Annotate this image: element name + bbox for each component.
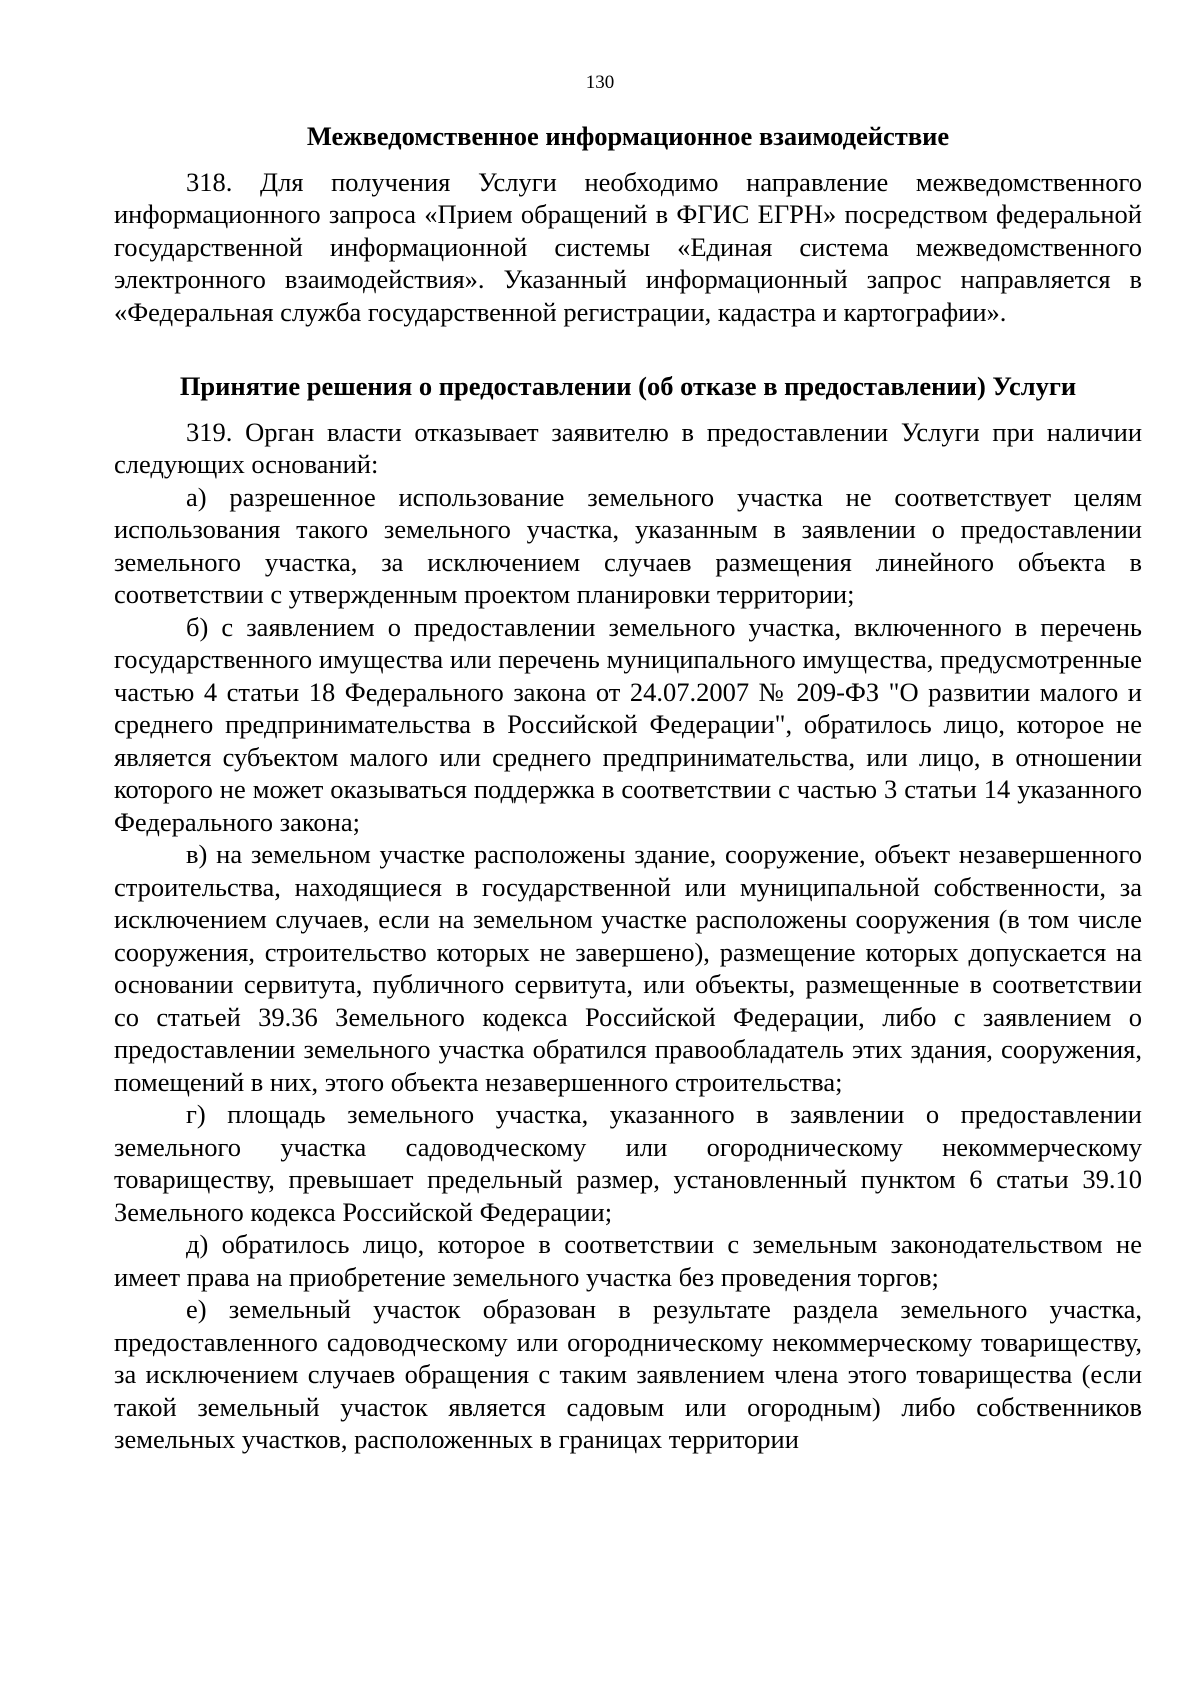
paragraph-318: 318. Для получения Услуги необходимо направление межведомственного информационного запроса «Прием обращений в ФГИС ЕГРН» посредством федеральной государственной информационной системы «Единая система межведомственного электронного взаимодействия». Указанный информационный запрос направляется в «Федеральная служба государственной регистрации, кадастра и картографии».: [114, 166, 1142, 327]
list-item-a: а) разрешенное использование земельного участка не соответствует целям использования такого земельного участка, указанным в заявлении о предоставлении земельного участка, за исключением случаев размещения линейного объекта в соответствии с утвержденным проектом планировки территории;: [114, 481, 1142, 609]
list-item-d: д) обратилось лицо, которое в соответствии с земельным законодательством не имеет права на приобретение земельного участка без проведения торгов;: [114, 1229, 1142, 1292]
paragraph-319: 319. Орган власти отказывает заявителю в предоставлении Услуги при наличии следующих оснований:: [114, 416, 1142, 479]
page-number: 130: [585, 72, 615, 93]
list-item-e: е) земельный участок образован в результате раздела земельного участка, предоставленного садоводческому или огородническому некоммерческому товариществу, за исключением случаев обращения с таким заявлением члена этого товарищества (если такой земельный участок является садовым или огородным) либо собственников земельных участков, расположенных в границах территории: [114, 1294, 1142, 1454]
document-body: [114, 120, 1142, 1456]
list-item-g: г) площадь земельного участка, указанного в заявлении о предоставлении земельного участка садоводческому или огородническому некоммерческому товариществу, превышает предельный размер, установленный пунктом 6 статьи 39.10 Земельного кодекса Российской Федерации;: [114, 1099, 1142, 1227]
section-title-interagency: Межведомственное информационное взаимодействие: [306, 121, 950, 151]
section-title-decision: Принятие решения о предоставлении (об отказе в предоставлении) Услуги: [179, 371, 1077, 401]
list-item-v: в) на земельном участке расположены здание, сооружение, объект незавершенного строительства, находящиеся в государственной или муниципальной собственности, за исключением случаев, если на земельном участке расположены сооружения (в том числе сооружения, строительство которых не завершено), размещение которых допускается на основании сервитута, публичного сервитута, или объекты, размещенные в соответствии со статьей 39.36 Земельного кодекса Российской Федерации, либо с заявлением о предоставлении земельного участка обратился правообладатель этих здания, сооружения, помещений в них, этого объекта незавершенного строительства;: [114, 839, 1142, 1097]
list-item-b: б) с заявлением о предоставлении земельного участка, включенного в перечень государственного имущества или перечень муниципального имущества, предусмотренные частью 4 статьи 18 Федерального закона от 24.07.2007 № 209-ФЗ "О развитии малого и среднего предпринимательства в Российской Федерации", обратилось лицо, которое не является субъектом малого или среднего предпринимательства, или лицо, в отношении которого не может оказываться поддержка в соответствии с частью 3 статьи 14 указанного Федерального закона;: [114, 611, 1142, 837]
